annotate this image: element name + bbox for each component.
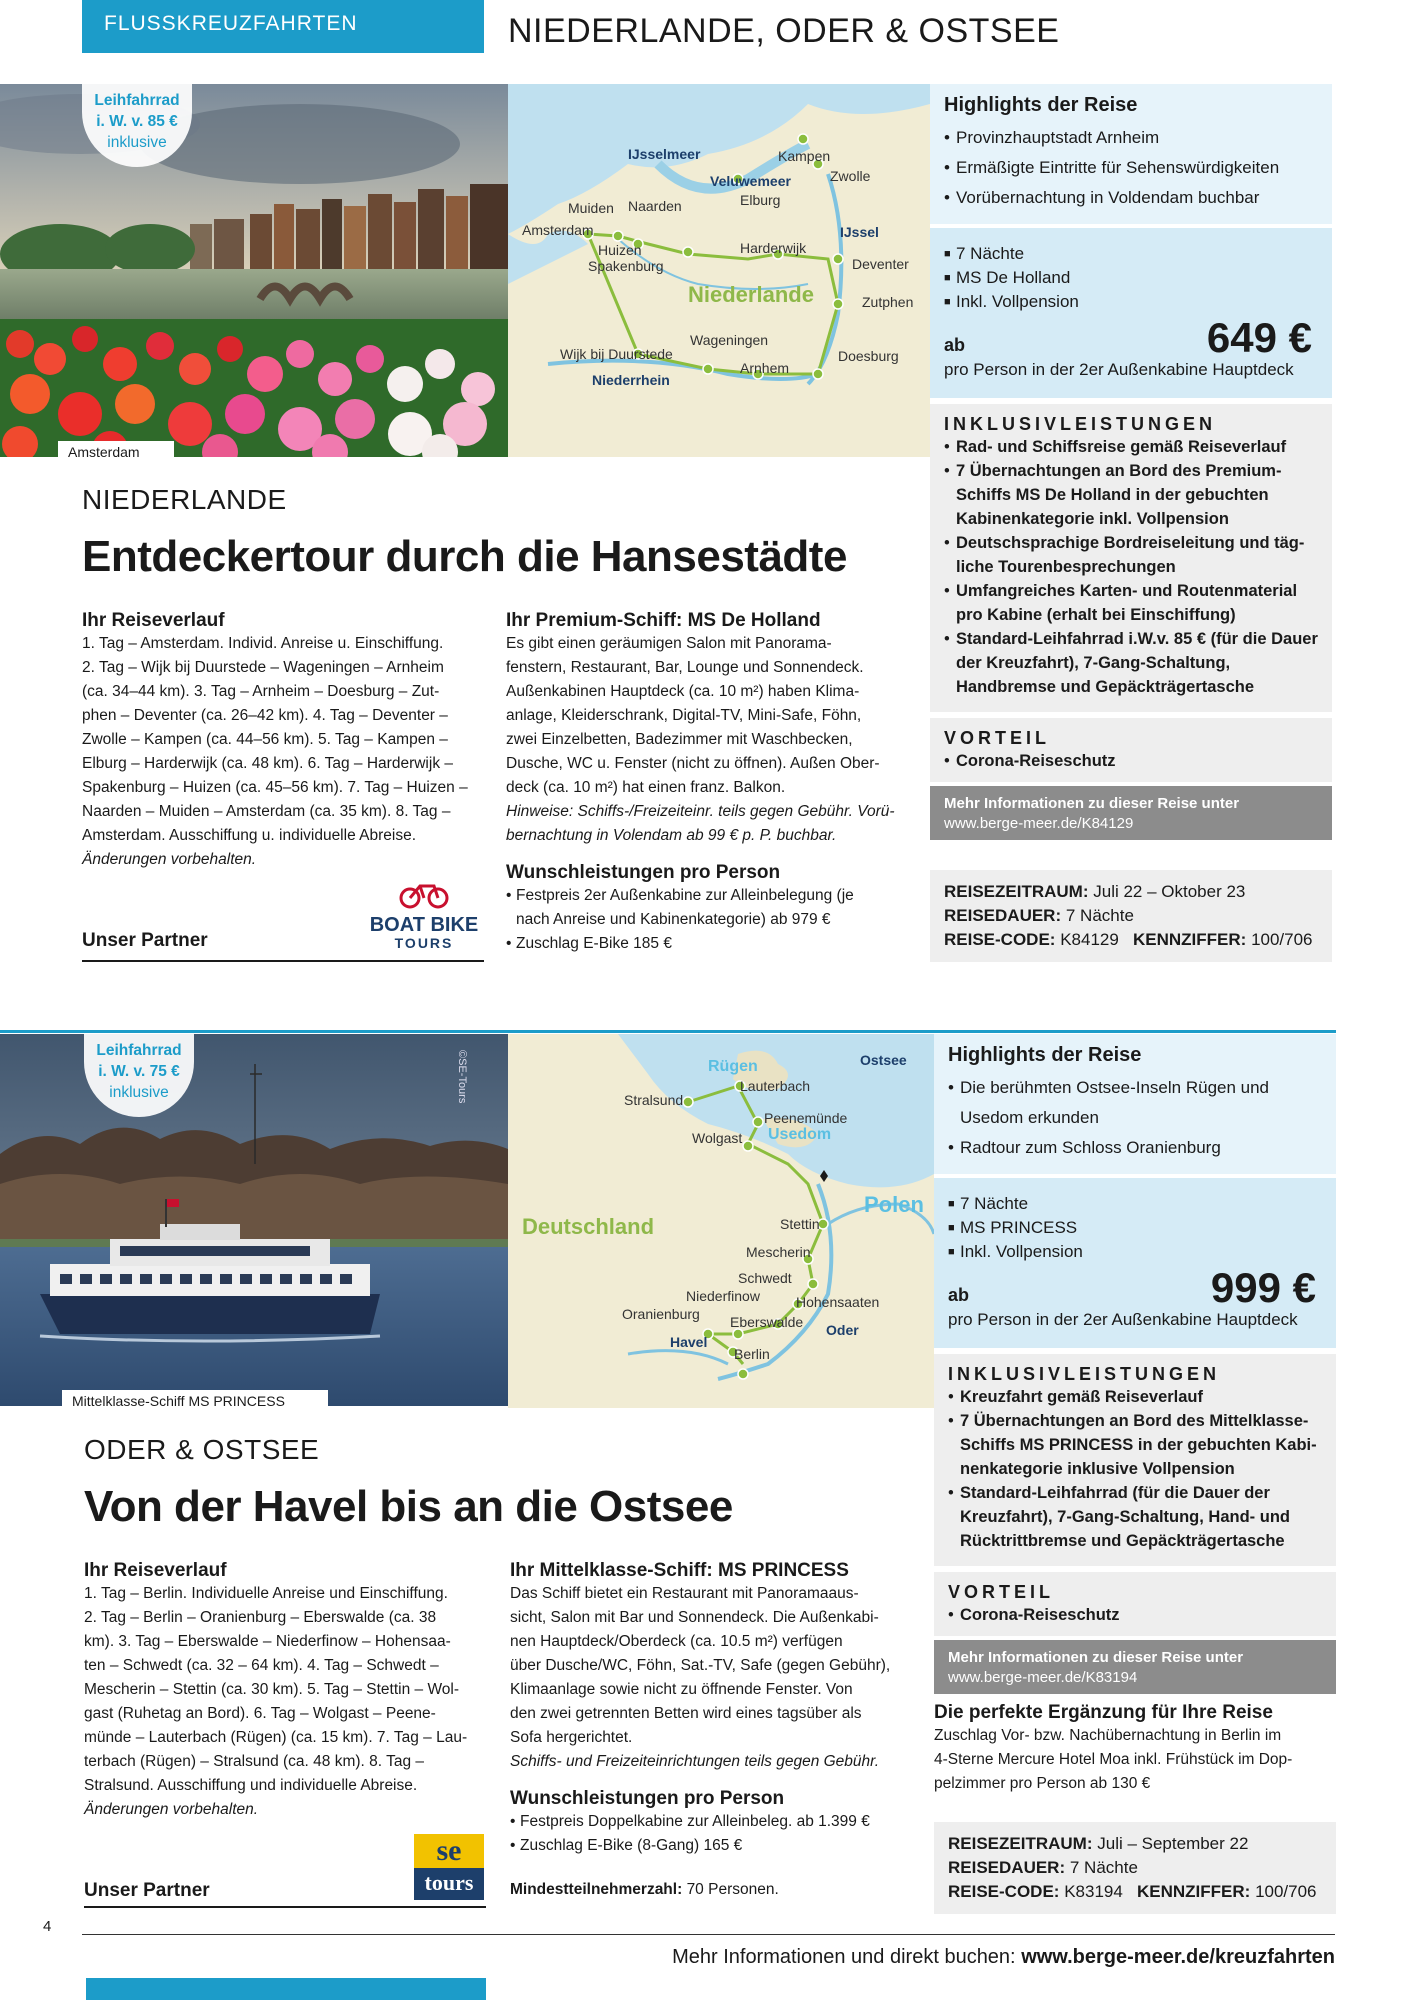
map-place-huizen: Huizen bbox=[598, 242, 642, 258]
price-note: pro Person in der 2er Außenkabine Hauptdeck bbox=[944, 360, 1294, 379]
fact-board: ■ Inkl. Vollpension bbox=[944, 290, 1318, 314]
trip-period: REISEZEITRAUM: Juli – September 22 bbox=[948, 1834, 1249, 1853]
price-prefix: ab bbox=[944, 335, 966, 355]
se-tours-logo bbox=[414, 1834, 484, 1900]
partner-rule bbox=[84, 1906, 486, 1908]
map-place-zutphen: Zutphen bbox=[862, 294, 914, 310]
page-number: 4 bbox=[43, 1918, 52, 1935]
partner-label: Unser Partner bbox=[84, 1880, 210, 1901]
inclusive-heading: INKLUSIVLEISTUNGEN bbox=[944, 414, 1217, 434]
inclusive-box bbox=[930, 404, 1332, 712]
map-place-doesburg: Doesburg bbox=[838, 348, 899, 364]
advantage-item: • Corona-Reiseschutz bbox=[948, 1603, 1322, 1627]
map-place-naarden: Naarden bbox=[628, 198, 682, 214]
ship-section bbox=[510, 1560, 922, 1902]
highlight-item: • Vorübernachtung in Voldendam buchbar bbox=[944, 183, 1318, 213]
footer-url[interactable]: www.berge-meer.de/kreuzfahrten bbox=[1021, 1946, 1335, 1968]
highlights-box bbox=[930, 84, 1332, 224]
map-label-niederrhein: Niederrhein bbox=[592, 372, 670, 388]
badge-line-1: Leihfahrrad bbox=[94, 92, 180, 109]
wish-list bbox=[506, 884, 916, 956]
inclusive-box bbox=[934, 1354, 1336, 1566]
footer-text: Mehr Informationen und direkt buchen: www.berge-meer.de/kreuzfahrten bbox=[672, 1946, 1335, 1968]
badge-line-3: inklusive bbox=[107, 134, 167, 151]
badge-line-2: i. W. v. 85 € bbox=[96, 113, 178, 130]
highlights-box bbox=[934, 1034, 1336, 1174]
map-place-stralsund: Stralsund bbox=[624, 1092, 684, 1108]
map-place-hohensaaten: Hohensaaten bbox=[796, 1294, 880, 1310]
map-place-niederfinow: Niederfinow bbox=[686, 1288, 760, 1304]
map-place-peenemuende: Peenemünde bbox=[764, 1110, 848, 1126]
advantage-box bbox=[934, 1572, 1336, 1636]
wish-list bbox=[510, 1810, 922, 1858]
photo-credit: ©SE-Tours bbox=[456, 1050, 468, 1104]
itinerary-note: Änderungen vorbehalten. bbox=[82, 851, 257, 868]
itinerary-heading: Ihr Reiseverlauf bbox=[82, 610, 225, 631]
badge-line-2: i. W. v. 75 € bbox=[98, 1063, 180, 1080]
inclusive-item: • Standard-Leihfahrrad i.W.v. 85 € (für die Dauer der Kreuzfahrt), 7-Gang-Schaltung, Handbremse und Gepäckträgertasche bbox=[944, 627, 1318, 699]
wish-item: • Zuschlag E-Bike 185 € bbox=[506, 932, 916, 956]
price-box bbox=[934, 1178, 1336, 1348]
more-info-link[interactable] bbox=[934, 1640, 1336, 1694]
itinerary-heading: Ihr Reiseverlauf bbox=[84, 1560, 227, 1581]
trip-period: REISEZEITRAUM: Juli 22 – Oktober 23 bbox=[944, 882, 1246, 901]
price-note: pro Person in der 2er Außenkabine Hauptdeck bbox=[948, 1310, 1298, 1329]
ms-princess-photo bbox=[0, 1034, 508, 1406]
fact-ship: ■ MS De Holland bbox=[944, 266, 1318, 290]
inclusive-item: • Rad- und Schiffsreise gemäß Reiseverlauf bbox=[944, 435, 1318, 459]
perfect-heading: Die perfekte Ergänzung für Ihre Reise bbox=[934, 1702, 1273, 1723]
price-amount: 999 € bbox=[1210, 1264, 1316, 1311]
inclusive-heading: INKLUSIVLEISTUNGEN bbox=[948, 1364, 1221, 1384]
route-map-oder bbox=[508, 1034, 934, 1408]
trip-duration: REISEDAUER: 7 Nächte bbox=[948, 1858, 1138, 1877]
map-label-deutschland: Deutschland bbox=[522, 1214, 655, 1239]
more-info-text: Mehr Informationen zu dieser Reise unter bbox=[944, 795, 1240, 812]
trip-category: NIEDERLANDE bbox=[82, 484, 287, 515]
map-place-arnhem: Arnhem bbox=[740, 360, 790, 376]
itinerary-text: 1. Tag – Amsterdam. Individ. Anreise u. Einschiffung. 2. Tag – Wijk bij Duurstede – Wageningen – Arnheim (ca. 34–44 km). 3. Tag – Arnheim – Doesburg – Zut- phen – Deventer (ca. 26–42 km). 4. Tag – Deventer – Zwolle – Kampen (ca. 44–56 km). 5. Tag – Kampen – Elburg – Harderwijk (ca. 48 km). 6. Tag – Harderwijk – Spakenburg – Huizen (ca. 45–56 km). 7. Tag – Huizen – Naarden – Muiden – Amsterdam (ca. 35 km). 8. Tag – Amsterdam. Ausschiffung u. individuelle Abreise. Änderungen vorbehalten. bbox=[82, 632, 482, 872]
map-place-mescherin: Mescherin bbox=[746, 1244, 811, 1260]
inclusive-item: • 7 Übernachtungen an Bord des Mittelklasse- Schiffs MS PRINCESS in der gebuchten Kabi- nenkategorie inklusive Vollpension bbox=[948, 1409, 1322, 1481]
trip-category: ODER & OSTSEE bbox=[84, 1434, 320, 1465]
partner-logo-line-1: BOAT BIKE bbox=[369, 914, 479, 936]
wish-item: • Zuschlag E-Bike (8-Gang) 165 € bbox=[510, 1834, 922, 1858]
itinerary-text: 1. Tag – Berlin. Individuelle Anreise und Einschiffung. 2. Tag – Berlin – Oranienburg – Eberswalde (ca. 38 km). 3. Tag – Eberswalde – Niederfinow – Hohensaa- ten – Schwedt (ca. 32 – 64 km). 4. Tag – Schwedt – Mescherin – Stettin (ca. 30 km). 5. Tag – Stettin – Wol- gast (Ruhetag an Bord). 6. Tag – Wolgast – Peene- münde – Lauterbach (Rügen) (ca. 15 km). 7. Tag – Lau- terbach (Rügen) – Stralsund (ca. 48 km). 8. Tag – Stralsund. Ausschiffung und individuelle Abreise. Änderungen vorbehalten. bbox=[84, 1582, 484, 1822]
map-place-schwedt: Schwedt bbox=[738, 1270, 792, 1286]
ship-note: Schiffs- und Freizeiteinrichtungen teils gegen Gebühr. bbox=[510, 1753, 880, 1770]
ship-heading: Ihr Mittelklasse-Schiff: MS PRINCESS bbox=[510, 1560, 849, 1581]
more-info-url[interactable]: www.berge-meer.de/K83194 bbox=[948, 1669, 1138, 1686]
trip-facts bbox=[934, 1822, 1336, 1914]
highlight-item: • Die berühmten Ostsee-Inseln Rügen und Usedom erkunden bbox=[948, 1073, 1322, 1133]
map-place-berlin: Berlin bbox=[734, 1346, 770, 1362]
ship-note: Hinweise: Schiffs-/Freizeiteinr. teils gegen Gebühr. Vorü- bbox=[506, 803, 895, 820]
ship-text: Es gibt einen geräumigen Salon mit Panorama- fenstern, Restaurant, Bar, Lounge und Sonnendeck. Außenkabinen Hauptdeck (ca. 10 m²) haben Klima- anlage, Kleiderschrank, Digital-TV, Mini-Safe, Föhn, zwei Einzelbetten, Badezimmer mit Waschbecken, Dusche, WC u. Fenster (nicht zu öffnen). Außen Ober- deck (ca. 10 m²) hat einen franz. Balkon. Hinweise: Schiffs-/Freizeiteinr. teils gegen Gebühr. Vorü- bernachtung in Volendam ab 99 € p. P. buchbar. bbox=[506, 632, 916, 848]
map-place-oranienburg: Oranienburg bbox=[622, 1306, 700, 1322]
map-label-ijsselmeer: IJsselmeer bbox=[628, 146, 701, 162]
wish-item: • Festpreis Doppelkabine zur Alleinbeleg. ab 1.399 € bbox=[510, 1810, 922, 1834]
wish-item: • Festpreis 2er Außenkabine zur Alleinbelegung (je nach Anreise und Kabinenkategorie) ab 979 € bbox=[506, 884, 916, 932]
partner-label: Unser Partner bbox=[82, 930, 208, 951]
inclusive-item: • Umfangreiches Karten- und Routenmaterial pro Kabine (erhalt bei Einschiffung) bbox=[944, 579, 1318, 627]
map-label-ijssel: IJssel bbox=[840, 224, 879, 240]
category-tab: FLUSSKREUZFAHRTEN bbox=[82, 0, 484, 53]
trip-title: Von der Havel bis an die Ostsee bbox=[84, 1482, 733, 1531]
inclusive-item: • Kreuzfahrt gemäß Reiseverlauf bbox=[948, 1385, 1322, 1409]
map-label-havel: Havel bbox=[670, 1334, 708, 1350]
perfect-text: Zuschlag Vor- bzw. Nachübernachtung in Berlin im 4-Sterne Mercure Hotel Moa inkl. Frühstück im Dop- pelzimmer pro Person ab 130 € bbox=[934, 1727, 1293, 1792]
map-place-wolgast: Wolgast bbox=[692, 1130, 743, 1146]
amsterdam-photo bbox=[0, 84, 508, 457]
price-amount: 649 € bbox=[1206, 314, 1312, 361]
photo-caption: Amsterdam bbox=[58, 441, 174, 463]
map-place-harderwijk: Harderwijk bbox=[740, 240, 807, 256]
map-label-usedom: Usedom bbox=[768, 1126, 832, 1143]
highlights-heading: Highlights der Reise bbox=[948, 1044, 1142, 1066]
map-label-veluwemeer: Veluwemeer bbox=[710, 173, 791, 189]
partner-rule bbox=[82, 960, 484, 962]
more-info-link[interactable] bbox=[930, 786, 1332, 840]
map-place-kampen: Kampen bbox=[778, 148, 831, 164]
inclusive-item: • 7 Übernachtungen an Bord des Premium- Schiffs MS De Holland in der gebuchten Kabinenkategorie inkl. Vollpension bbox=[944, 459, 1318, 531]
ship-text: Das Schiff bietet ein Restaurant mit Panoramaaus- sicht, Salon mit Bar und Sonnendeck. Die Außenkabi- nen Hauptdeck/Oberdeck (ca. 10.5 m²) verfügen über Dusche/WC, Föhn, Sat.-TV, Safe (gegen Gebühr), Klimaanlage sowie nicht zu öffnende Fenster. Von den zwei getrennten Betten wird eines tagsüber als Sofa hergerichtet. Schiffs- und Freizeiteinrichtungen teils gegen Gebühr. bbox=[510, 1582, 922, 1774]
advantage-box bbox=[930, 718, 1332, 782]
more-info-text: Mehr Informationen zu dieser Reise unter bbox=[948, 1649, 1244, 1666]
map-place-amsterdam: Amsterdam bbox=[522, 222, 594, 238]
trip-code: REISE-CODE: K84129 KENNZIFFER: 100/706 bbox=[944, 930, 1313, 949]
partner-logo-line-1: se bbox=[414, 1834, 484, 1868]
perfect-addition bbox=[934, 1702, 1336, 1796]
wish-heading: Wunschleistungen pro Person bbox=[506, 862, 781, 883]
itinerary-note: Änderungen vorbehalten. bbox=[84, 1801, 259, 1818]
inclusive-item: • Deutschsprachige Bordreiseleitung und täg- liche Tourenbesprechungen bbox=[944, 531, 1318, 579]
wish-heading: Wunschleistungen pro Person bbox=[510, 1788, 785, 1809]
highlights-heading: Highlights der Reise bbox=[944, 94, 1138, 116]
advantage-item: • Corona-Reiseschutz bbox=[944, 749, 1318, 773]
badge-line-1: Leihfahrrad bbox=[96, 1042, 182, 1059]
map-place-lauterbach: Lauterbach bbox=[740, 1078, 811, 1094]
fact-board: ■ Inkl. Vollpension bbox=[948, 1240, 1322, 1264]
ship-heading: Ihr Premium-Schiff: MS De Holland bbox=[506, 610, 821, 631]
page-title: NIEDERLANDE, ODER & OSTSEE bbox=[508, 12, 1060, 50]
highlight-item: • Provinzhauptstadt Arnheim bbox=[944, 123, 1318, 153]
trip-title: Entdeckertour durch die Hansestädte bbox=[82, 532, 847, 581]
trip-facts bbox=[930, 870, 1332, 962]
map-place-wageningen: Wageningen bbox=[690, 332, 769, 348]
boat-bike-tours-logo bbox=[364, 880, 484, 952]
map-place-wijk-bij-duurstede: Wijk bij Duurstede bbox=[560, 346, 673, 362]
itinerary-section bbox=[84, 1560, 484, 1822]
map-place-deventer: Deventer bbox=[852, 256, 909, 272]
ship-note: bernachtung in Volendam ab 99 € p. P. buchbar. bbox=[506, 827, 837, 844]
partner-logo-line-2: tours bbox=[424, 1870, 474, 1895]
map-place-stettin: Stettin bbox=[780, 1216, 820, 1232]
inclusive-item: • Standard-Leihfahrrad (für die Dauer der Kreuzfahrt), 7-Gang-Schaltung, Hand- und Rücktrittbremse und Gepäckträgertasche bbox=[948, 1481, 1322, 1553]
map-label-polen: Polen bbox=[864, 1192, 924, 1217]
route-map-netherlands bbox=[508, 84, 930, 457]
map-place-spakenburg: Spakenburg bbox=[588, 258, 664, 274]
map-place-eberswalde: Eberswalde bbox=[730, 1314, 804, 1330]
badge-line-3: inklusive bbox=[109, 1084, 169, 1101]
footer-bar bbox=[86, 1978, 486, 2000]
min-participants: Mindestteilnehmerzahl: 70 Personen. bbox=[510, 1881, 779, 1898]
advantage-heading: VORTEIL bbox=[944, 728, 1051, 748]
trip-duration: REISEDAUER: 7 Nächte bbox=[944, 906, 1134, 925]
ship-section bbox=[506, 610, 916, 956]
fact-nights: ■ 7 Nächte bbox=[948, 1192, 1322, 1216]
fact-nights: ■ 7 Nächte bbox=[944, 242, 1318, 266]
map-label-niederlande: Niederlande bbox=[688, 282, 814, 307]
map-label-ruegen: Rügen bbox=[708, 1058, 758, 1075]
map-place-zwolle: Zwolle bbox=[830, 168, 871, 184]
fact-ship: ■ MS PRINCESS bbox=[948, 1216, 1322, 1240]
footer-rule bbox=[82, 1934, 1335, 1935]
map-place-muiden: Muiden bbox=[568, 200, 614, 216]
map-label-oder: Oder bbox=[826, 1322, 859, 1338]
trip-code: REISE-CODE: K83194 KENNZIFFER: 100/706 bbox=[948, 1882, 1317, 1901]
itinerary-section bbox=[82, 610, 482, 872]
price-box bbox=[930, 228, 1332, 398]
partner-logo-line-2: TOURS bbox=[394, 935, 454, 951]
section-separator bbox=[0, 1030, 1336, 1033]
photo-caption: Mittelklasse-Schiff MS PRINCESS bbox=[62, 1390, 328, 1412]
map-label-ostsee: Ostsee bbox=[860, 1052, 907, 1068]
price-prefix: ab bbox=[948, 1285, 970, 1305]
advantage-heading: VORTEIL bbox=[948, 1582, 1055, 1602]
map-place-elburg: Elburg bbox=[740, 192, 781, 208]
more-info-url[interactable]: www.berge-meer.de/K84129 bbox=[944, 815, 1134, 832]
highlight-item: • Radtour zum Schloss Oranienburg bbox=[948, 1133, 1322, 1163]
highlight-item: • Ermäßigte Eintritte für Sehenswürdigkeiten bbox=[944, 153, 1318, 183]
